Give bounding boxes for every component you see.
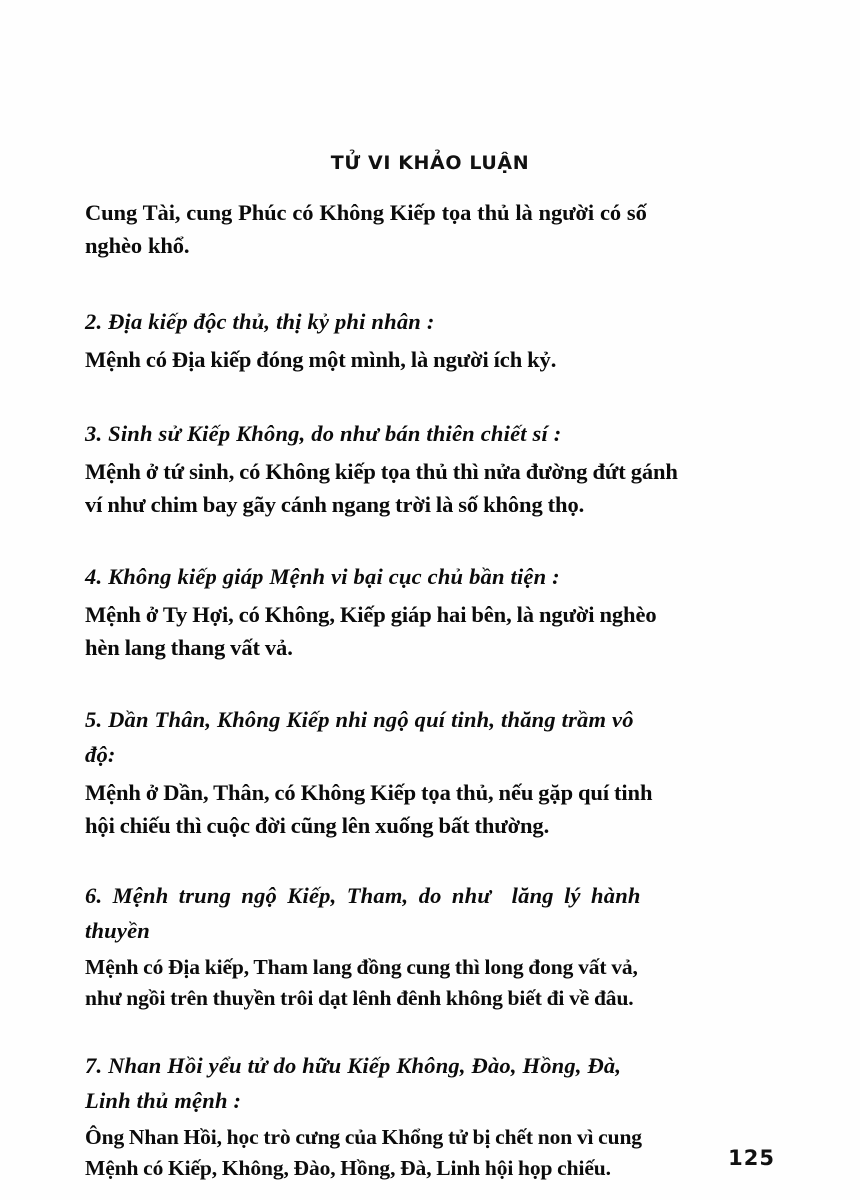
section-4-body-line-2: hèn lang thang vất vả. (85, 635, 293, 660)
section-5 (85, 702, 743, 842)
intro-line-1: Cung Tài, cung Phúc có Không Kiếp tọa thủ là người có số (85, 200, 647, 225)
section-6-body-line-2: như ngồi trên thuyền trôi dạt lênh đênh không biết đi về đâu. (85, 986, 634, 1010)
section-7-body-line-2: Mệnh có Kiếp, Không, Đào, Hồng, Đà, Linh hội họp chiếu. (85, 1156, 611, 1180)
section-4-heading (85, 559, 743, 594)
section-3-heading-line-1: 3. Sinh sử Kiếp Không, do như bán thiên chiết sí : (85, 421, 562, 446)
section-7-heading-line-2: Linh thủ mệnh : (85, 1088, 242, 1113)
section-6-heading-line-1: 6. Mệnh trung ngộ Kiếp, Tham, do như lăng lý hành (85, 883, 641, 908)
section-3-body-line-1: Mệnh ở tứ sinh, có Không kiếp tọa thủ thì nửa đường đứt gánh (85, 459, 678, 484)
section-6 (85, 878, 743, 1014)
section-3-body-line-2: ví như chim bay gãy cánh ngang trời là số không thọ. (85, 492, 585, 517)
section-2-heading-line-1: 2. Địa kiếp độc thủ, thị kỷ phi nhân : (85, 309, 435, 334)
section-6-body (85, 952, 743, 1014)
section-4 (85, 559, 743, 664)
section-2-heading (85, 304, 743, 339)
section-7-heading (85, 1048, 743, 1118)
section-5-body-line-1: Mệnh ở Dần, Thân, có Không Kiếp tọa thủ, nếu gặp quí tinh (85, 780, 653, 805)
section-2-body (85, 343, 743, 376)
section-4-body (85, 598, 743, 664)
running-head: TỬ VI KHẢO LUẬN (330, 152, 530, 174)
section-3-body (85, 455, 743, 521)
section-6-heading (85, 878, 743, 948)
section-6-body-line-1: Mệnh có Địa kiếp, Tham lang đồng cung thì long đong vất vả, (85, 955, 638, 979)
section-3 (85, 416, 743, 521)
section-5-body (85, 776, 743, 842)
section-2 (85, 304, 743, 376)
section-5-heading (85, 702, 743, 772)
section-5-body-line-2: hội chiếu thì cuộc đời cũng lên xuống bất thường. (85, 813, 550, 838)
section-3-heading (85, 416, 743, 451)
section-7-body-line-1: Ông Nhan Hồi, học trò cưng của Khổng tử bị chết non vì cung (85, 1125, 642, 1149)
intro-paragraph (85, 196, 743, 262)
section-6-heading-line-2: thuyền (85, 918, 150, 943)
section-5-heading-line-1: 5. Dần Thân, Không Kiếp nhi ngộ quí tinh, thăng trầm vô (85, 707, 634, 732)
section-7-heading-line-1: 7. Nhan Hồi yểu tử do hữu Kiếp Không, Đào, Hồng, Đà, (85, 1053, 622, 1078)
section-2-body-line-1: Mệnh có Địa kiếp đóng một mình, là người ích kỷ. (85, 347, 557, 372)
section-4-body-line-1: Mệnh ở Ty Hợi, có Không, Kiếp giáp hai bên, là người nghèo (85, 602, 657, 627)
intro-line-2: nghèo khổ. (85, 233, 190, 258)
page-number: 125 (728, 1146, 775, 1170)
text-column (85, 196, 743, 1192)
section-4-heading-line-1: 4. Không kiếp giáp Mệnh vi bại cục chủ bần tiện : (85, 564, 560, 589)
section-5-heading-line-2: độ: (85, 742, 116, 767)
